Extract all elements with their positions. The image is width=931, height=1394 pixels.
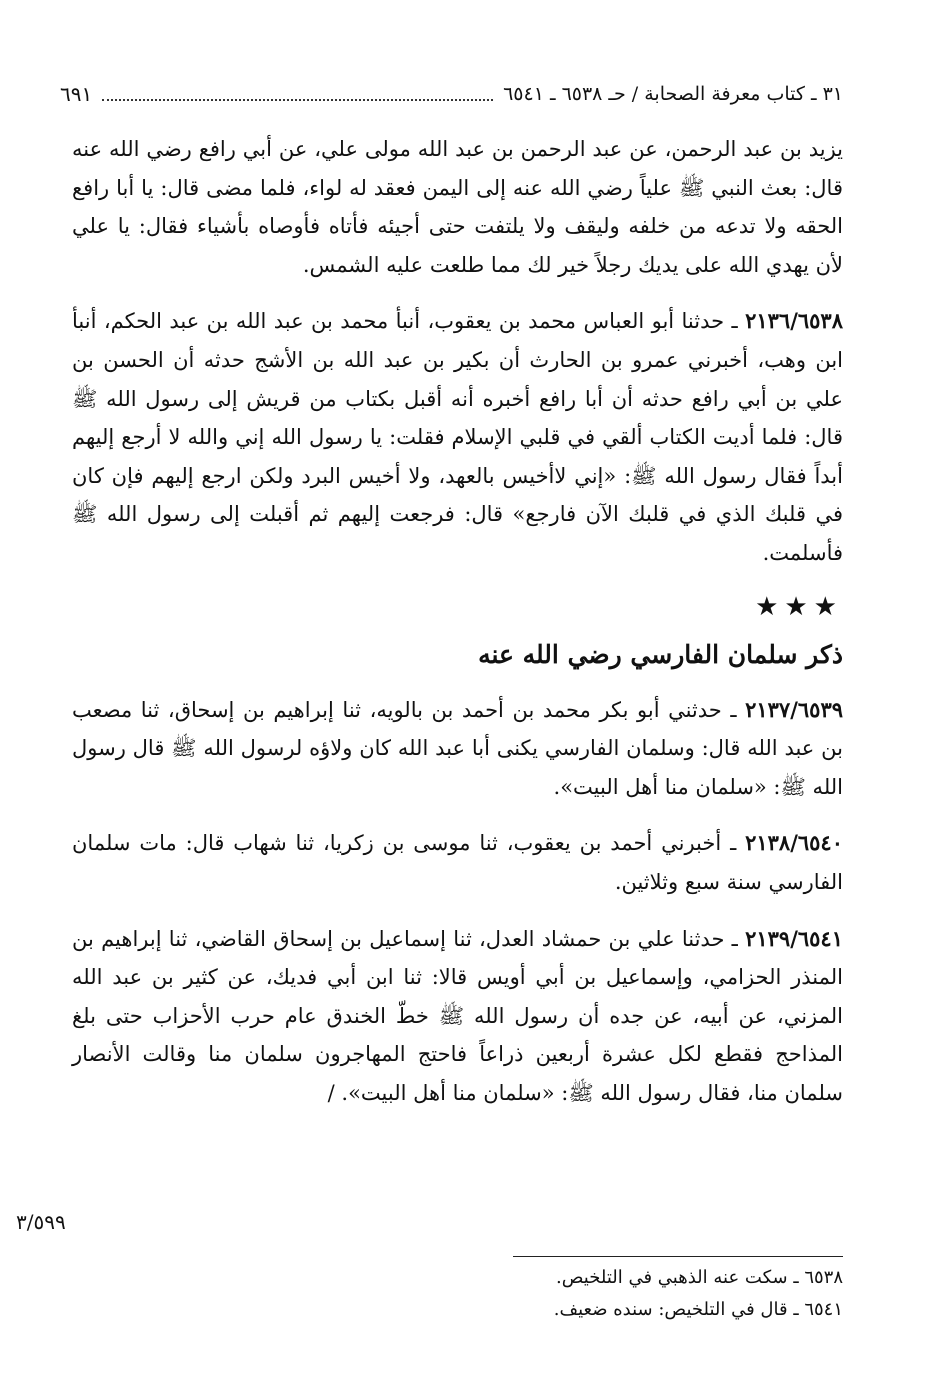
hadith-text: ـ حدثنا علي بن حمشاد العدل، ثنا إسماعيل بن إسحاق القاضي، ثنا إبراهيم بن المنذر الحزامي، وإسماعيل بن أبي أويس قالا: ثنا ابن أبي فديك، عن كثير بن عبد الله المزني، عن أبيه، عن جده أن رسول الله ﷺ خطّ الخندق عام حرب الأحزاب حتى بلغ المذاحج فقطع لكل عشرة أربعين ذراعاً فاحتج المهاجرون سلمان منا وقالت الأنصار سلمان منا، فقال رسول الله ﷺ: «سلمان منا أهل البيت». /	[72, 926, 843, 1105]
section-title: ذكر سلمان الفارسي رضي الله عنه	[478, 639, 843, 669]
hadith-number: ٢١٣٦/٦٥٣٨	[745, 308, 843, 334]
hadith-number: ٢١٣٨/٦٥٤٠	[745, 830, 843, 856]
footnotes	[343, 1262, 843, 1326]
hadith-6539	[72, 691, 843, 807]
page-number: ٦٩١	[60, 82, 93, 106]
section-separator-stars: ★★★	[755, 591, 843, 622]
hadith-number: ٢١٣٩/٦٥٤١	[745, 925, 843, 951]
header-title: ٣١ ـ كتاب معرفة الصحابة / حـ ٦٥٣٨ ـ ٦٥٤١	[503, 83, 843, 105]
footnote-divider	[513, 1256, 843, 1257]
hadith-text: ـ أخبرني أحمد بن يعقوب، ثنا موسى بن زكريا، ثنا شهاب قال: مات سلمان الفارسي سنة سبع وثلاثين.	[72, 831, 843, 894]
header-leader-dots	[102, 99, 493, 101]
running-header	[60, 78, 843, 110]
main-text	[72, 130, 843, 1112]
hadith-6541	[72, 920, 843, 1113]
footnote-item: ٦٥٤١ ـ قال في التلخيص: سنده ضعيف.	[553, 1299, 843, 1320]
margin-reference: ٣/٥٩٩	[16, 1210, 66, 1234]
footnote-item: ٦٥٣٨ ـ سكت عنه الذهبي في التلخيص.	[556, 1267, 843, 1288]
hadith-6538	[72, 302, 843, 572]
hadith-number: ٢١٣٧/٦٥٣٩	[745, 696, 843, 722]
paragraph-continuation: يزيد بن عبد الرحمن، عن عبد الرحمن بن عبد الله مولى علي، عن أبي رافع رضي الله عنه قال: بعث النبي ﷺ علياً رضي الله عنه إلى اليمن فعقد له لواء، فلما مضى قال: يا أبا رافع الحقه ولا تدعه من خلفه وليقف ولا يلتفت حتى أجيئه فأتاه فأوصاه بأشياء فقال: يا علي لأن يهدي الله على يديك رجلاً خير لك مما طلعت عليه الشمس.	[72, 137, 843, 277]
hadith-text: ـ حدثني أبو بكر محمد بن أحمد بن بالويه، ثنا إبراهيم بن إسحاق، ثنا مصعب بن عبد الله قال: وسلمان الفارسي يكنى أبا عبد الله كان ولاؤه لرسول الله ﷺ قال رسول الله ﷺ: «سلمان منا أهل البيت».	[72, 697, 843, 799]
hadith-text: ـ حدثنا أبو العباس محمد بن يعقوب، أنبأ محمد بن عبد الله بن عبد الحكم، أنبأ ابن وهب، أخبرني عمرو بن الحارث أن بكير بن عبد الله بن الأشج حدثه أن الحسن بن علي بن أبي رافع حدثه أن أبا رافع أخبره أنه أقبل بكتاب من قريش إلى رسول الله ﷺ قال: فلما أديت الكتاب ألقي في قلبي الإسلام فقلت: يا رسول الله إني والله لا أرجع إليهم أبداً فقال رسول الله ﷺ: «إني لاأخيس بالعهد، ولا أخيس البرد ولكن ارجع إليهم فإن كان في قلبك الذي في قلبك الآن فارجع» قال: فرجعت إليهم ثم أقبلت إلى رسول الله ﷺ فأسلمت.	[72, 309, 843, 565]
hadith-6540	[72, 824, 843, 901]
